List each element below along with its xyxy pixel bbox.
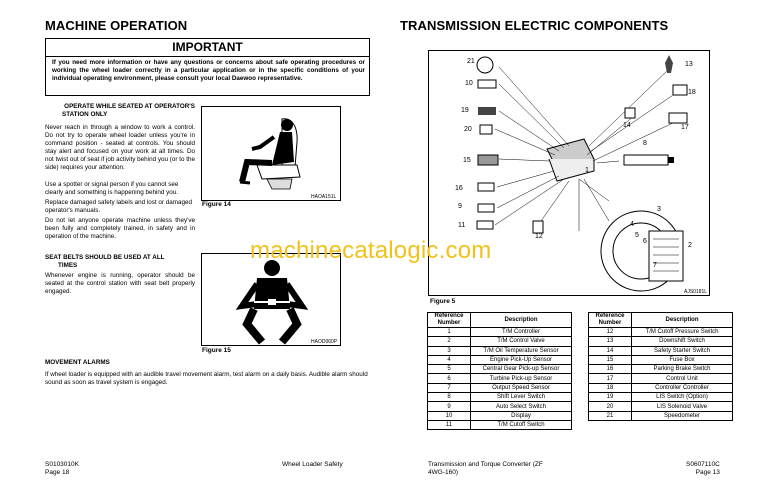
section-heading-alarms: MOVEMENT ALARMS	[45, 359, 110, 366]
callout-number: 11	[458, 222, 466, 229]
figure-15-frame	[201, 253, 341, 346]
table-row	[589, 402, 733, 411]
callout-number: 2	[688, 242, 692, 249]
description-cell: Controller Controller	[632, 383, 733, 392]
description-cell: T/M Cutoff Switch	[471, 420, 572, 429]
callout-number: 5	[635, 232, 639, 239]
table-row	[428, 420, 572, 429]
figure-15-code: HAOD060P	[311, 339, 338, 345]
table-header-desc: Description	[471, 313, 572, 328]
description-cell: Turbine Pick-up Sensor	[471, 374, 572, 383]
table-row	[428, 355, 572, 364]
description-cell: T/M Oil Temperature Sensor	[471, 346, 572, 355]
ref-number-cell: 14	[589, 346, 632, 355]
figure-14-code: HAOA151L	[311, 194, 337, 200]
footer-right-code	[686, 461, 720, 477]
ref-number-cell: 1	[428, 328, 471, 337]
table-row	[589, 337, 733, 346]
callout-number: 7	[653, 262, 657, 269]
table-row	[428, 337, 572, 346]
ref-number-cell: 11	[428, 420, 471, 429]
callout-number: 10	[465, 80, 473, 87]
section-heading-line: STATION ONLY	[62, 111, 108, 118]
reference-table-2	[588, 312, 733, 421]
callout-number: 16	[455, 185, 463, 192]
section-heading-line: TIMES	[58, 262, 78, 269]
paragraph: If wheel loader is equipped with an audible travel movement alarm, test alarm on a daily basis. Audible alarm should sound as soon as travel system is engaged.	[45, 371, 368, 386]
callout-number: 18	[688, 89, 696, 96]
callout-number: 13	[685, 61, 693, 68]
description-cell: T/M Controller	[471, 328, 572, 337]
table-header-ref: Reference Number	[589, 313, 632, 328]
callout-number: 19	[461, 107, 469, 114]
figure-15-label: Figure 15	[202, 347, 231, 354]
table-row	[589, 328, 733, 337]
left-page-title: MACHINE OPERATION	[45, 18, 188, 33]
table-header-ref: Reference Number	[428, 313, 471, 328]
table-row	[428, 374, 572, 383]
callout-number: 1	[585, 167, 589, 174]
footer-right-title	[428, 461, 543, 477]
ref-number-cell: 13	[589, 337, 632, 346]
seatbelt-operator-illustration	[202, 254, 340, 345]
figure-14-label: Figure 14	[202, 201, 231, 208]
ref-number-cell: 20	[589, 402, 632, 411]
table-header-desc: Description	[632, 313, 733, 328]
section-heading-line: SEAT BELTS SHOULD BE USED AT ALL	[45, 254, 165, 261]
watermark: machinecatalogic.com	[250, 237, 492, 264]
description-cell: Shift Lever Switch	[471, 393, 572, 402]
ref-number-cell: 4	[428, 355, 471, 364]
ref-number-cell: 15	[589, 355, 632, 364]
description-cell: Control Unit	[632, 374, 733, 383]
description-cell: Parking Brake Switch	[632, 365, 733, 374]
ref-number-cell: 3	[428, 346, 471, 355]
ref-number-cell: 18	[589, 383, 632, 392]
callout-number: 12	[535, 233, 543, 240]
ref-number-cell: 5	[428, 365, 471, 374]
ref-number-cell: 19	[589, 393, 632, 402]
footer-left-code	[45, 461, 79, 477]
description-cell: LIS Switch (Option)	[632, 393, 733, 402]
paragraph: Never reach in through a window to work a control. Do not try to operate wheel loader unless you're in command position - seated at controls. You should stay alert and focused on your work at all times. Do not twist out of seat if job activity behind you (or to the side) requires your attention.	[45, 124, 195, 171]
table-row	[428, 402, 572, 411]
footer-code: S0607110C	[686, 461, 720, 468]
important-title: IMPORTANT	[46, 39, 369, 57]
ref-number-cell: 6	[428, 374, 471, 383]
callout-number: 21	[467, 58, 475, 65]
callout-number: 9	[458, 203, 462, 210]
callout-number: 14	[623, 122, 631, 129]
footer-page: Page 13	[695, 469, 720, 476]
footer-title-line: 4WG-160)	[428, 469, 458, 476]
table-row	[589, 355, 733, 364]
description-cell: Downshift Switch	[632, 337, 733, 346]
paragraph: Do not let anyone operate machine unless they've been fully and completely trained, in safety and in operation of the machine.	[45, 217, 195, 240]
ref-number-cell: 2	[428, 337, 471, 346]
table-row	[428, 346, 572, 355]
figure-14-frame	[201, 106, 341, 201]
description-cell: LIS Solenoid Valve	[632, 402, 733, 411]
table-row	[589, 393, 733, 402]
callout-number: 17	[681, 124, 689, 131]
footer-page: Page 18	[45, 469, 70, 476]
description-cell: Auto Select Switch	[471, 402, 572, 411]
table-row	[589, 411, 733, 420]
description-cell: T/M Cutoff Pressure Switch	[632, 328, 733, 337]
paragraph: Replace damaged safety labels and lost or damaged operator's manuals.	[45, 199, 193, 214]
description-cell: T/M Control Valve	[471, 337, 572, 346]
description-cell: Engine Pick-Up Sensor	[471, 355, 572, 364]
table-row	[589, 383, 733, 392]
ref-number-cell: 9	[428, 402, 471, 411]
table-row	[428, 383, 572, 392]
paragraph: Whenever engine is running, operator should be seated at the control station with seat belt properly engaged.	[45, 272, 195, 295]
ref-number-cell: 16	[589, 365, 632, 374]
reference-table-1	[427, 312, 572, 430]
callout-number: 20	[464, 126, 472, 133]
description-cell: Output Speed Sensor	[471, 383, 572, 392]
important-text: If you need more information or have any questions or concerns about safe operating procedures or working the wheel loader correctly in a particular application or in the specific conditions of your individual operating environment, please consult your local Daewoo representative.	[52, 59, 365, 82]
ref-number-cell: 12	[589, 328, 632, 337]
ref-number-cell: 7	[428, 383, 471, 392]
callout-number: 6	[643, 238, 647, 245]
table-row	[428, 411, 572, 420]
table-row	[589, 365, 733, 374]
ref-number-cell: 21	[589, 411, 632, 420]
section-heading-line: OPERATE WHILE SEATED AT OPERATOR'S	[64, 103, 195, 110]
description-cell: Central Gear Pick-up Sensor	[471, 365, 572, 374]
footer-title-line: Transmission and Torque Converter (ZF	[428, 461, 543, 468]
ref-number-cell: 10	[428, 411, 471, 420]
figure-5-label: Figure 5	[430, 298, 456, 305]
paragraph: Use a spotter or signal person if you cannot see clearly and something is happening behind you.	[45, 181, 179, 196]
right-page-title: TRANSMISSION ELECTRIC COMPONENTS	[400, 18, 669, 33]
section-heading-operate	[45, 103, 195, 119]
table-row	[428, 328, 572, 337]
table-row	[428, 393, 572, 402]
table-row	[428, 365, 572, 374]
description-cell: Safety Starter Switch	[632, 346, 733, 355]
footer-title: Wheel Loader Safety	[282, 461, 343, 468]
description-cell: Display	[471, 411, 572, 420]
callout-number: 3	[657, 206, 661, 213]
seated-operator-illustration	[202, 107, 340, 200]
callout-number: 8	[643, 140, 647, 147]
callout-number: 15	[463, 157, 471, 164]
table-row	[589, 346, 733, 355]
figure-5-code: AJS0181L	[684, 289, 708, 295]
description-cell: Speedometer	[632, 411, 733, 420]
description-cell: Fuse Box	[632, 355, 733, 364]
section-heading-seatbelt	[45, 254, 195, 270]
ref-number-cell: 17	[589, 374, 632, 383]
important-box	[45, 38, 370, 96]
callout-number: 4	[630, 221, 634, 228]
table-row	[589, 374, 733, 383]
footer-code: S0103010K	[45, 461, 79, 468]
ref-number-cell: 8	[428, 393, 471, 402]
